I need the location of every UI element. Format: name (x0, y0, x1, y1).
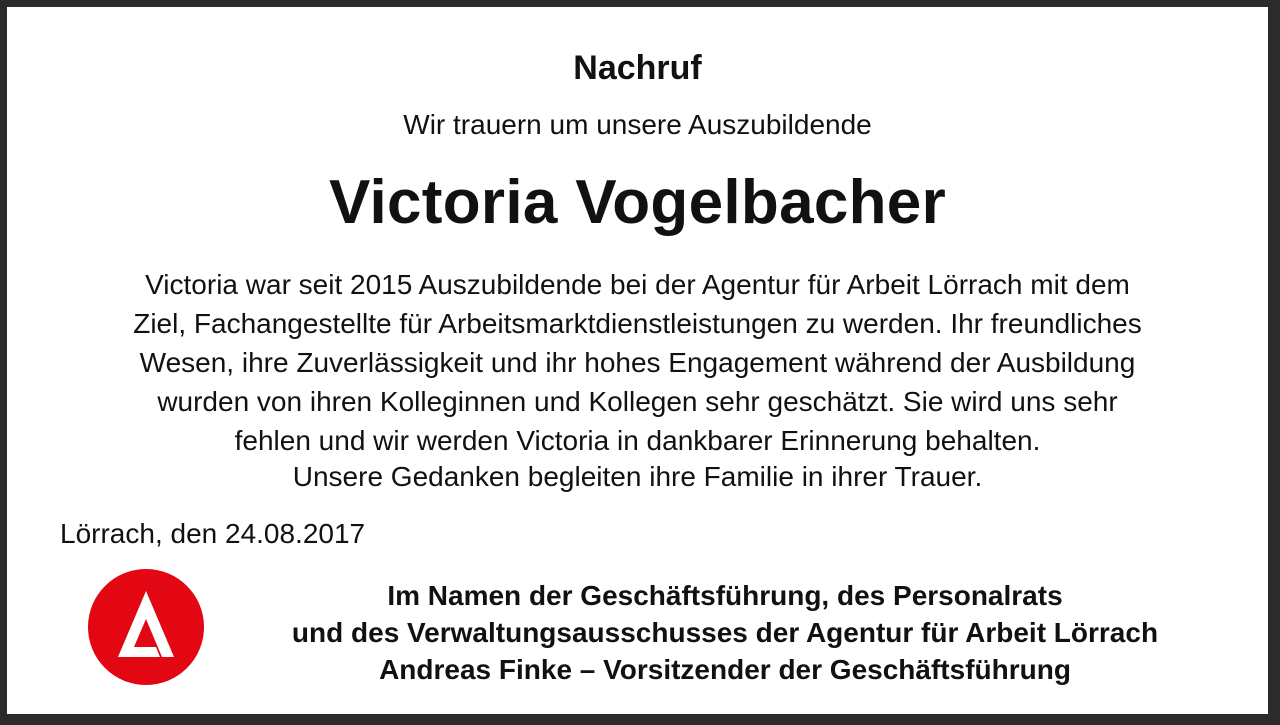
deceased-name: Victoria Vogelbacher (328, 168, 947, 237)
notice-title: Nachruf (573, 49, 702, 87)
signature-line: Andreas Finke – Vorsitzender der Geschäftsführung (379, 654, 1071, 685)
notice-subtitle: Wir trauern um unsere Auszubildende (403, 109, 872, 140)
signature-block (222, 577, 1228, 688)
obituary-notice (7, 7, 1268, 714)
body-line: fehlen und wir werden Victoria in dankbarer Erinnerung behalten. (234, 425, 1041, 456)
place-date: Lörrach, den 24.08.2017 (60, 518, 366, 549)
signature-line: Im Namen der Geschäftsführung, des Personalrats (387, 580, 1063, 611)
body-line: Victoria war seit 2015 Auszubildende bei der Agentur für Arbeit Lörrach mit dem (145, 269, 1130, 300)
signature-line: und des Verwaltungsausschusses der Agentur für Arbeit Lörrach (291, 617, 1159, 648)
notice-body (57, 265, 1218, 460)
body-line: Ziel, Fachangestellte für Arbeitsmarktdienstleistungen zu werden. Ihr freundliches (133, 308, 1142, 339)
closing-sentence: Unsere Gedanken begleiten ihre Familie in ihrer Trauer. (292, 461, 983, 492)
body-line: wurden von ihren Kolleginnen und Kollegen sehr geschätzt. Sie wird uns sehr (157, 386, 1118, 417)
body-line: Wesen, ihre Zuverlässigkeit und ihr hohes Engagement während der Ausbildung (139, 347, 1136, 378)
agentur-fuer-arbeit-logo-icon (88, 569, 204, 685)
